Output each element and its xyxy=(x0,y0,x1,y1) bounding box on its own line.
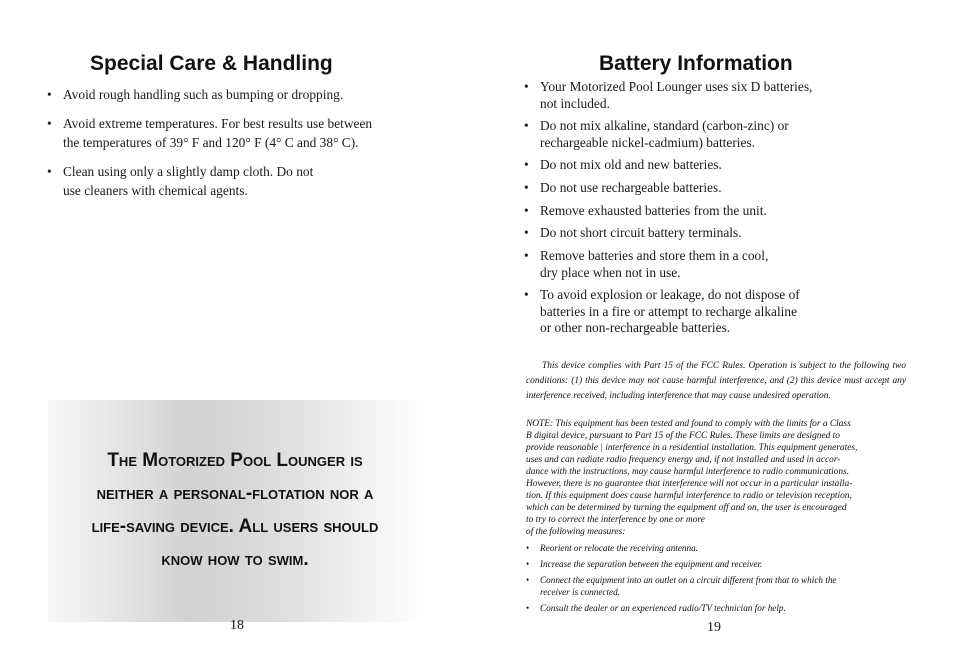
warning-line: know how to swim. xyxy=(161,549,309,570)
right-page xyxy=(477,0,954,668)
fcc-compliance-statement: This device complies with Part 15 of the FCC Rules. Operation is subject to the following two conditions: (1) this device may not cause harmful interference, and (2) this device must accept any interference received, including interference that may cause undesired operation. xyxy=(526,361,906,401)
warning-line: The Motorized Pool Lounger is xyxy=(107,450,363,471)
battery-bullet-item: • Do not mix alkaline, standard (carbon-zinc) or rechargeable nickel-cadmium) batteries. xyxy=(524,118,854,151)
warning-line: neither a personal-flotation nor a xyxy=(96,483,374,504)
battery-bullet-item: • Do not use rechargeable batteries. xyxy=(524,180,854,197)
battery-bullet-item: • To avoid explosion or leakage, do not dispose of batteries in a fire or attempt to recharge alkaline or other non-rechargeable batteries. xyxy=(524,287,854,337)
fcc-measure-item: • Connect the equipment into an outlet on a circuit different from that to which the receiver is connected. xyxy=(526,574,906,598)
battery-bullet-item: • Do not short circuit battery terminals. xyxy=(524,225,854,242)
fcc-measure-item: • Reorient or relocate the receiving antenna. xyxy=(526,542,906,554)
fcc-measure-item: • Consult the dealer or an experienced radio/TV technician for help. xyxy=(526,602,906,614)
care-bullet-list xyxy=(47,85,417,210)
care-bullet-item: • Clean using only a slightly damp cloth. Do not use cleaners with chemical agents. xyxy=(47,162,417,200)
battery-info-heading: Battery Information xyxy=(599,52,793,75)
warning-line: life-saving device. All users should xyxy=(91,516,379,537)
safety-warning-box xyxy=(48,400,422,622)
battery-bullet-item: • Your Motorized Pool Lounger uses six D batteries, not included. xyxy=(524,79,854,112)
care-bullet-item: • Avoid extreme temperatures. For best results use between the temperatures of 39° F and 120° F (4° C and 38° C). xyxy=(47,114,417,152)
fcc-measures-list xyxy=(526,542,906,618)
battery-bullet-item: • Remove batteries and store them in a cool, dry place when not in use. xyxy=(524,248,854,281)
battery-bullet-item: • Do not mix old and new batteries. xyxy=(524,157,854,174)
page-number: 18 xyxy=(230,618,244,633)
battery-bullet-list xyxy=(524,79,854,343)
fcc-measure-item: • Increase the separation between the equipment and receiver. xyxy=(526,558,906,570)
battery-bullet-item: • Remove exhausted batteries from the unit. xyxy=(524,203,854,220)
safety-warning-text xyxy=(48,444,422,576)
special-care-heading: Special Care & Handling xyxy=(90,52,333,75)
fcc-note: NOTE: This equipment has been tested and found to comply with the limits for a Class B digital device, pursuant to Part 15 of the FCC Rules. These limits are designed to provide reasonable | interference in a residential installation. This equipment generates, uses and can radiate radio frequency energy and, if not installed and used in accor- dance with the instructions, may cause harmful interference to radio communications. However, there is no guarantee that interference will not occur in a particular installa- tion. If this equipment does cause harmful interference to radio or television reception, which can be determined by turning the equipment off and on, the user is encouraged to try to correct the interference by one or more of the following measures: xyxy=(526,419,858,537)
care-bullet-item: • Avoid rough handling such as bumping or dropping. xyxy=(47,85,417,104)
page-number: 19 xyxy=(707,620,721,635)
